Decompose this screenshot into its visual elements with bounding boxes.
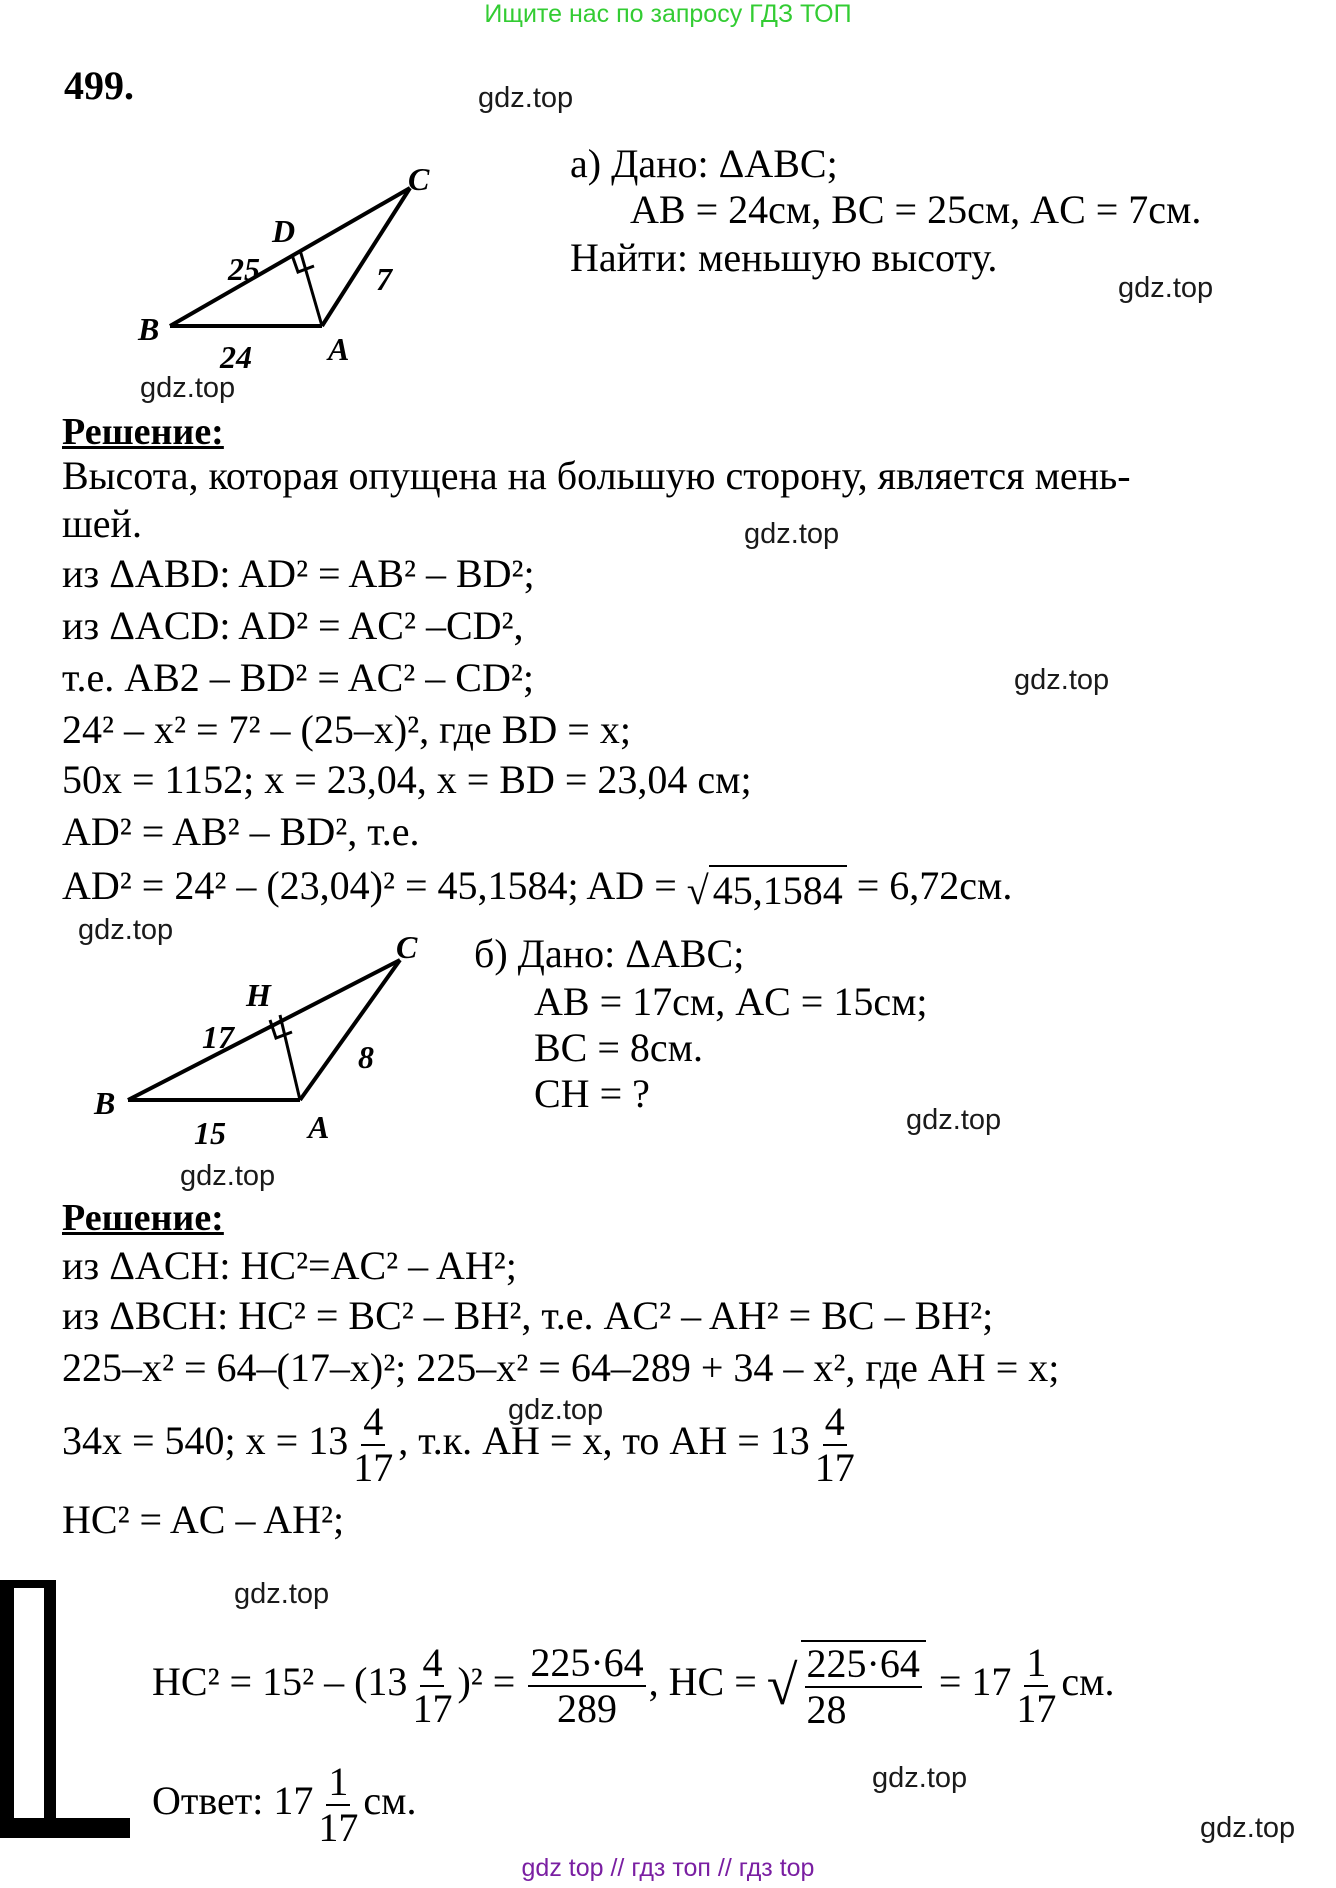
denominator: 289: [556, 1686, 617, 1731]
eq4-part-a: 34x = 540; x = 13: [62, 1418, 349, 1464]
watermark: gdz.top: [872, 1762, 968, 1794]
answer-part-a: Ответ: 17: [152, 1778, 314, 1824]
numerator: 1: [1026, 1640, 1047, 1685]
solution-b-eq-1: из ΔACH: HC²=AC² – AH²;: [62, 1243, 517, 1288]
given-b-label: б) Дано: ΔABC;: [474, 931, 745, 976]
margin-bracket: [0, 1818, 130, 1838]
solution-a-heading: Решение:: [62, 411, 224, 453]
solution-b-eq-5: HC² = AC – AH²;: [62, 1497, 345, 1542]
eq6-part-d: = 17: [938, 1659, 1012, 1705]
vertex-label-a: A: [328, 331, 350, 367]
answer-part-b: см.: [363, 1778, 417, 1824]
sqrt-radicand: 45,1584: [709, 865, 847, 915]
watermark: gdz.top: [140, 372, 236, 404]
side-label-ac: 8: [358, 1039, 374, 1075]
margin-bracket: [44, 1580, 56, 1818]
numerator: 4: [824, 1399, 845, 1444]
numerator: 225·64: [530, 1640, 644, 1685]
sqrt-expression: √ $\frac{225\cdot 64}{28}$: [767, 1640, 929, 1732]
watermark: gdz.top: [78, 914, 174, 946]
eq6-part-c: , HC =: [648, 1659, 757, 1705]
numerator: 1: [328, 1759, 349, 1804]
denominator: 17: [318, 1805, 359, 1850]
solution-a-eq-6: AD² = AB² – BD², т.е.: [62, 809, 420, 854]
solution-b-eq-3: 225–x² = 64–(17–x)²; 225–x² = 64–289 + 34 – x², где AH = x;: [62, 1345, 1060, 1390]
footer-links[interactable]: gdz top // гдз топ // гдз top: [521, 1854, 815, 1882]
solution-a-eq-1: из ΔABD: AD² = AB² – BD²;: [62, 551, 535, 596]
eq7-right: = 6,72см.: [856, 863, 1013, 908]
side-label-ac: 7: [376, 261, 392, 297]
watermark: gdz.top: [1118, 272, 1214, 304]
margin-bracket: [0, 1580, 56, 1588]
sqrt-expression: √ 45,1584: [687, 865, 847, 915]
denominator: 17: [412, 1686, 453, 1731]
vertex-label-h: H: [246, 977, 271, 1013]
side-label-ba: 15: [194, 1115, 226, 1150]
fraction-1-17: [316, 1760, 360, 1850]
solution-b-heading: Решение:: [62, 1197, 224, 1239]
numerator: 4: [363, 1399, 384, 1444]
solution-b-eq-6: [152, 1640, 1114, 1732]
solution-b-eq-2: из ΔBCH: HC² = BC² – BH², т.е. AC² – AH² = BC – BH²;: [62, 1293, 994, 1338]
watermark: gdz.top: [906, 1104, 1002, 1136]
watermark: gdz.top: [1014, 664, 1110, 696]
watermark: gdz.top: [508, 1394, 604, 1426]
eq7-left: AD² = 24² – (23,04)² = 45,1584; AD =: [62, 863, 677, 908]
solution-a-eq-4: 24² – x² = 7² – (25–x)², где BD = x;: [62, 707, 631, 752]
given-b-sides-2: BC = 8см.: [534, 1025, 703, 1070]
fraction-225-289: [528, 1641, 645, 1731]
watermark: gdz.top: [1200, 1812, 1296, 1844]
solution-a-eq-7: [62, 862, 1012, 915]
denominator: 28: [806, 1687, 847, 1732]
vertex-label-b: B: [138, 311, 160, 347]
vertex-label-a: A: [308, 1109, 330, 1145]
fraction-1-17: [1014, 1641, 1058, 1731]
given-a-label: а) Дано: ΔABC;: [570, 141, 838, 186]
vertex-label-c: C: [396, 930, 418, 965]
solution-b-eq-4: [62, 1400, 860, 1490]
triangle-figure-b: [90, 930, 450, 1150]
solution-a-eq-5: 50x = 1152; x = 23,04, x = BD = 23,04 см;: [62, 757, 752, 802]
solution-a-eq-2: из ΔACD: AD² = AC² –CD²,: [62, 603, 524, 648]
vertex-label-d: D: [272, 213, 296, 249]
given-b-sides-1: AB = 17см, AC = 15см;: [534, 979, 928, 1024]
eq6-part-a: HC² = 15² – (13: [152, 1659, 408, 1705]
watermark: gdz.top: [478, 82, 574, 114]
side-label-ba: 24: [220, 339, 252, 370]
watermark: gdz.top: [180, 1160, 276, 1192]
answer: [152, 1760, 416, 1850]
solution-a-text-2: шей.: [62, 501, 142, 546]
search-banner[interactable]: Ищите нас по запросу ГДЗ ТОП: [484, 0, 852, 28]
denominator: 17: [353, 1445, 394, 1490]
watermark: gdz.top: [234, 1578, 330, 1610]
fraction-225-28: [801, 1640, 926, 1732]
fraction-4-17: [813, 1400, 857, 1490]
find-b: CH = ?: [534, 1071, 650, 1116]
denominator: 17: [1016, 1686, 1057, 1731]
fraction-4-17: [351, 1400, 395, 1490]
eq6-part-e: см.: [1061, 1659, 1115, 1705]
side-label-bd: 25: [228, 251, 260, 287]
denominator: 17: [814, 1445, 855, 1490]
given-a-sides: AB = 24см, BC = 25см, AC = 7см.: [630, 187, 1202, 232]
triangle-figure-a: [130, 160, 460, 370]
numerator: 225·64: [806, 1641, 920, 1686]
vertex-label-c: C: [408, 161, 430, 197]
watermark: gdz.top: [744, 518, 840, 550]
side-label-bh: 17: [202, 1019, 234, 1055]
margin-bracket: [0, 1580, 14, 1838]
eq4-part-b: , т.к. AH = x, то AH = 13: [398, 1418, 810, 1464]
solution-a-eq-3: т.е. AB2 – BD² = AC² – CD²;: [62, 655, 534, 700]
find-a: Найти: меньшую высоту.: [570, 235, 998, 280]
solution-a-text-1: Высота, которая опущена на большую сторону, является мень-: [62, 453, 1131, 498]
vertex-label-b: B: [94, 1085, 116, 1121]
problem-number: 499.: [64, 63, 134, 108]
eq6-part-b: )² =: [457, 1659, 516, 1705]
fraction-4-17: [410, 1641, 454, 1731]
numerator: 4: [422, 1640, 443, 1685]
